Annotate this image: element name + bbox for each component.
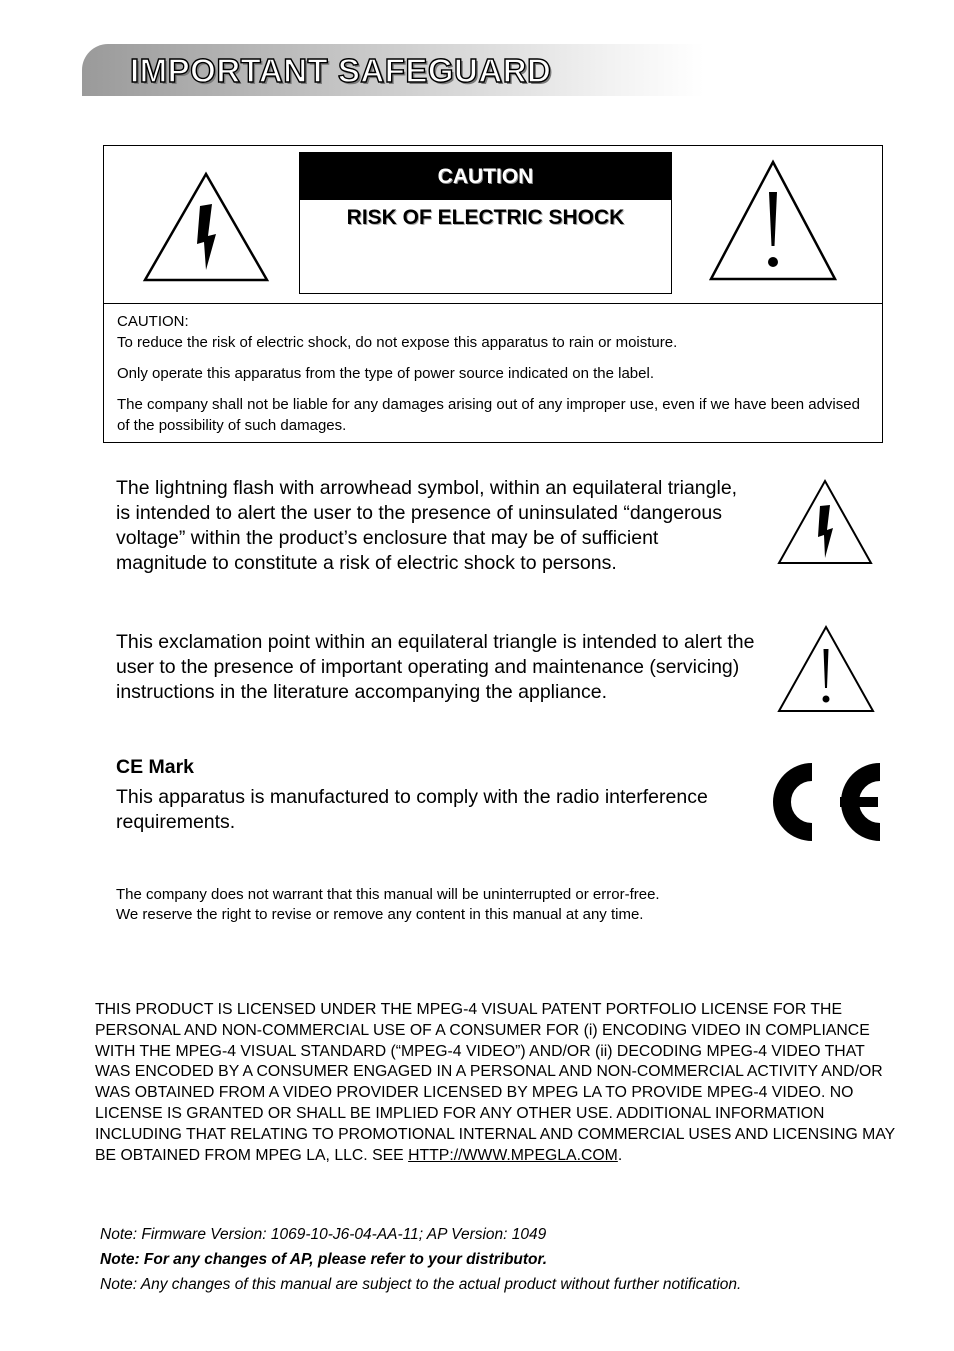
exclamation-warning-triangle-icon: [776, 624, 876, 714]
note-manual-changes: Note: Any changes of this manual are subject to the actual product without further notification.: [100, 1276, 742, 1293]
license-end: .: [617, 1146, 623, 1164]
exclamation-warning-triangle-icon: [708, 158, 838, 282]
ce-mark-description: This apparatus is manufactured to comply with the radio interference requirements.: [116, 786, 708, 833]
ce-mark-heading: CE Mark: [116, 756, 195, 778]
exclamation-symbol-description: This exclamation point within an equilateral triangle is intended to alert the user to the presence of important operating and maintenance (servicing) instructions in the literature accompanying the appliance.: [116, 631, 755, 703]
mpegla-link[interactable]: HTTP://WWW.MPEGLA.COM: [408, 1146, 618, 1164]
caution-line-3: The company shall not be liable for any damages arising out of any improper use, even if we have been advised of the possibility of such damages.: [117, 396, 860, 434]
caution-line-1: To reduce the risk of electric shock, do not expose this apparatus to rain or moisture.: [117, 334, 678, 351]
lightning-warning-triangle-icon: [776, 478, 874, 566]
caution-label-title: CAUTION: [300, 153, 671, 200]
license-body: THIS PRODUCT IS LICENSED UNDER THE MPEG-4 VISUAL PATENT PORTFOLIO LICENSE FOR THE PERSONAL AND NON-COMMERCIAL USE OF A CONSUMER FOR (i) ENCODING VIDEO IN COMPLIANCE WITH THE MPEG-4 VISUAL STANDARD (“MPEG-4 VIDEO”) AND/OR (ii) DECODING MPEG-4 VIDEO THAT WAS ENCODED BY A CONSUMER ENGAGED IN A PERSONAL AND NON-COMMERCIAL ACTIVITY AND/OR WAS OBTAINED FROM A VIDEO PROVIDER LICENSED BY MPEG LA TO PROVIDE MPEG-4 VIDEO. NO LICENSE IS GRANTED OR SHALL BE IMPLIED FOR ANY OTHER USE. ADDITIONAL INFORMATION INCLUDING THAT RELATING TO PROMOTIONAL INTERNAL AND COMMERCIAL USES AND LICENSING MAY BE OBTAINED FROM MPEG LA, LLC. SEE: [95, 1001, 895, 1164]
disclaimer-line-2: We reserve the right to revise or remove any content in this manual at any time.: [116, 906, 644, 923]
ce-mark-logo: [762, 752, 887, 852]
note-firmware-version: Note: Firmware Version: 1069-10-J6-04-AA-11; AP Version: 1049: [100, 1226, 547, 1243]
caution-divider: [103, 303, 883, 304]
disclaimer-line-1: The company does not warrant that this manual will be uninterrupted or error-free.: [116, 886, 660, 903]
caution-heading: CAUTION:: [117, 313, 189, 330]
mpeg4-license-text: [95, 1000, 895, 1166]
page-title: IMPORTANT SAFEGUARD: [130, 52, 552, 89]
note-ap-changes: Note: For any changes of AP, please refer to your distributor.: [100, 1251, 548, 1268]
lightning-symbol-description: The lightning flash with arrowhead symbol, within an equilateral triangle, is intended to alert the user to the presence of uninsulated “dangerous voltage” within the product’s enclosure that may be of sufficient magnitude to constitute a risk of electric shock to persons.: [116, 477, 738, 574]
caution-line-2: Only operate this apparatus from the type of power source indicated on the label.: [117, 365, 654, 382]
caution-label-subtitle: RISK OF ELECTRIC SHOCK: [346, 206, 625, 229]
lightning-warning-triangle-icon: [142, 170, 270, 282]
